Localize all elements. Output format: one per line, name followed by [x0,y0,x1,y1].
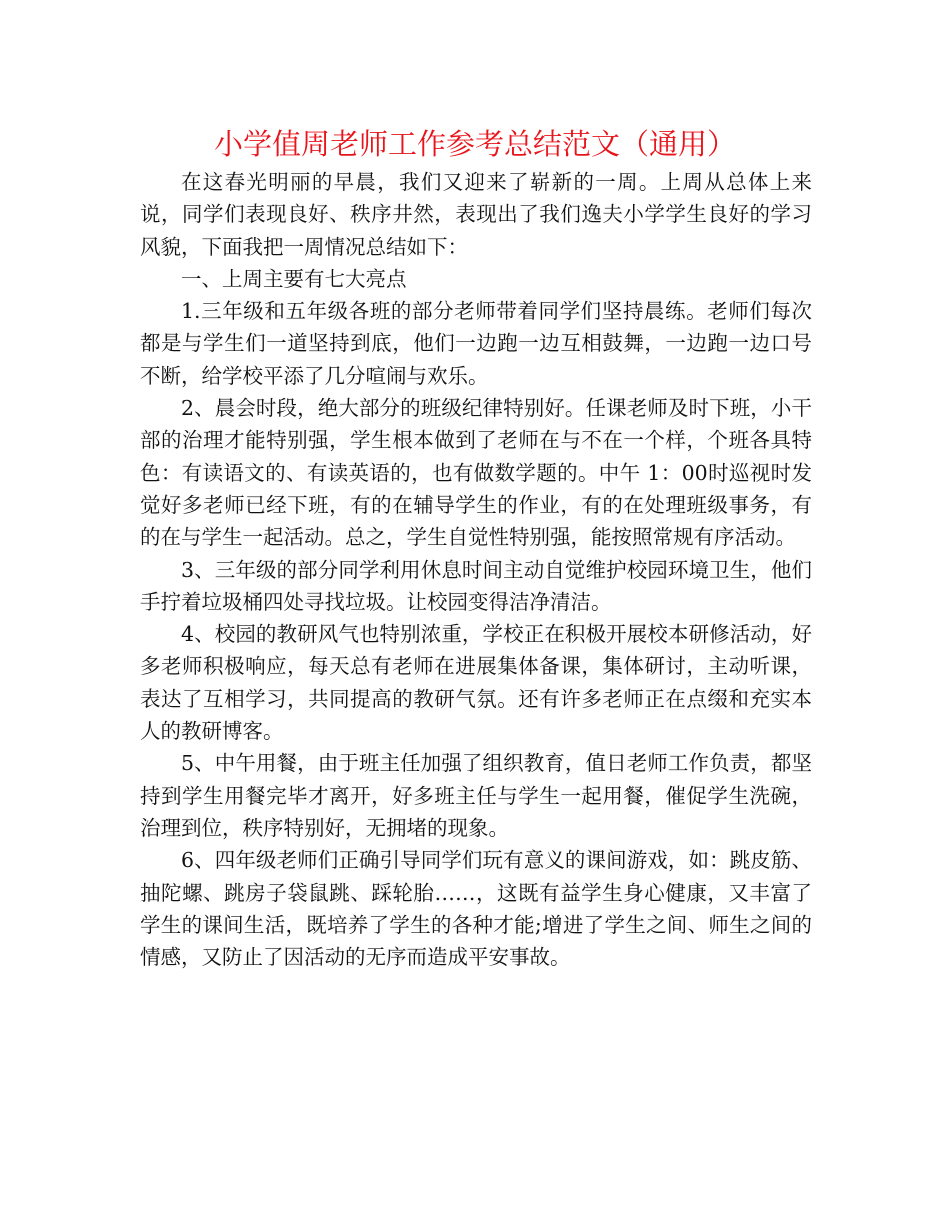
paragraph-item-3: 3、三年级的部分同学利用休息时间主动自觉维护校园环境卫生，他们手拧着垃圾桶四处寻找垃圾。让校园变得洁净清洁。 [140,557,812,614]
paragraph-item-6: 6、四年级老师们正确引导同学们玩有意义的课间游戏，如：跳皮筋、抽陀螺、跳房子袋鼠跳、踩轮胎……，这既有益学生身心健康，又丰富了学生的课间生活，既培养了学生的各种才能;增进了学生之间、师生之间的情感，又防止了因活动的无序而造成平安事故。 [140,848,812,970]
paragraph-intro: 在这春光明丽的早晨，我们又迎来了崭新的一周。上周从总体上来说，同学们表现良好、秩序井然，表现出了我们逸夫小学学生良好的学习风貌，下面我把一周情况总结如下： [140,170,812,259]
paragraph-item-2: 2、晨会时段，绝大部分的班级纪律特别好。任课老师及时下班，小干部的治理才能特别强，学生根本做到了老师在与不在一个样，个班各具特色：有读语文的、有读英语的，也有做数学题的。中午 1：00时巡视时发觉好多老师已经下班，有的在辅导学生的作业，有的在处理班级事务，有的在与学生一起活动。总之，学生自觉性特别强，能按照常规有序活动。 [140,396,812,550]
paragraph-item-4: 4、校园的教研风气也特别浓重，学校正在积极开展校本研修活动，好多老师积极响应，每天总有老师在进展集体备课，集体研讨，主动听课，表达了互相学习，共同提高的教研气氛。还有许多老师正在点缀和充实本人的教研博客。 [140,622,812,744]
paragraph-item-1: 1.三年级和五年级各班的部分老师带着同学们坚持晨练。老师们每次都是与学生们一道坚持到底，他们一边跑一边互相鼓舞，一边跑一边口号不断，给学校平添了几分喧闹与欢乐。 [140,299,812,388]
document-body [140,166,812,973]
paragraph-section-heading: 一、上周主要有七大亮点 [181,266,407,291]
document-title: 小学值周老师工作参考总结范文（通用） [213,127,736,161]
paragraph-item-5: 5、中午用餐，由于班主任加强了组织教育，值日老师工作负责，都坚持到学生用餐完毕才离开，好多班主任与学生一起用餐，催促学生洗碗，治理到位，秩序特别好，无拥堵的现象。 [140,751,812,840]
